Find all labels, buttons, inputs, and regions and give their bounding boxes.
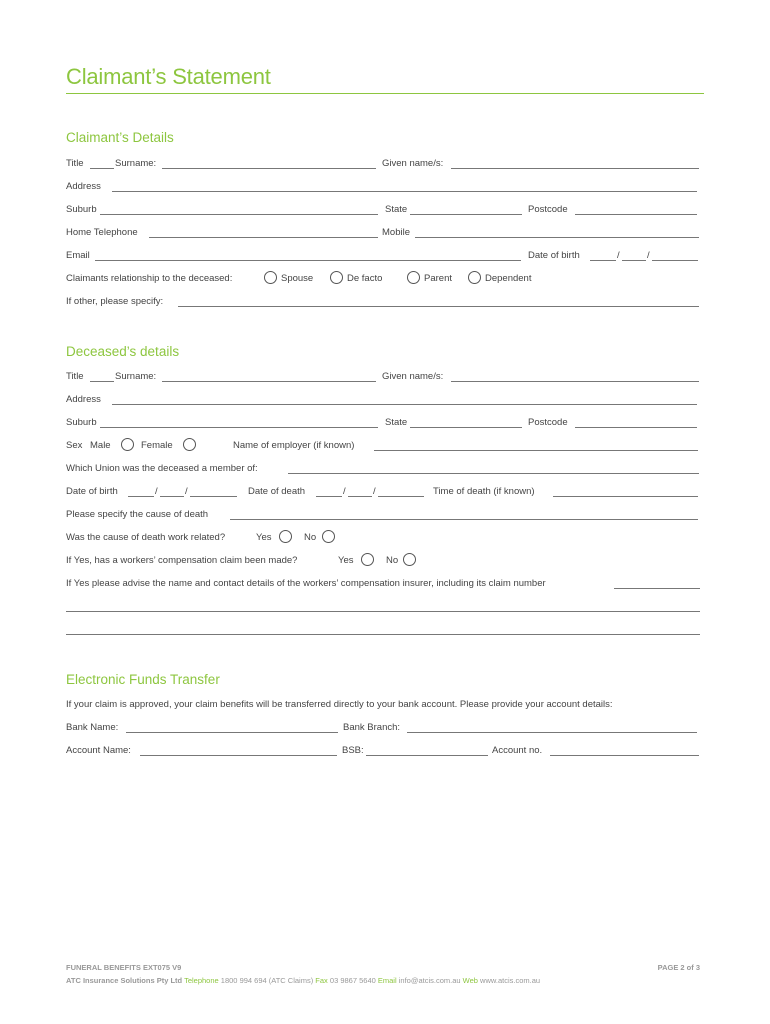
eft-bank-branch-field[interactable] (407, 732, 697, 733)
deceased-tod-field[interactable] (553, 496, 698, 497)
deceased-dod-day-field[interactable] (316, 496, 342, 497)
eft-bank-name-label: Bank Name: (66, 722, 119, 733)
work-related-yes-label: Yes (256, 532, 272, 543)
deceased-state-label: State (385, 417, 408, 428)
deceased-title-field[interactable] (90, 381, 114, 382)
footer-form-code: FUNERAL BENEFITS EXT075 V9 (66, 963, 182, 972)
comp-claim-yes-radio[interactable] (361, 553, 374, 566)
claimant-other-row (66, 295, 700, 309)
footer-email[interactable]: info@atcis.com.au (398, 976, 461, 985)
claimant-home-phone-label: Home Telephone (66, 227, 138, 238)
claimant-relationship-label: Claimants relationship to the deceased: (66, 273, 233, 284)
deceased-dob-month-field[interactable] (160, 496, 184, 497)
footer-top-row (66, 962, 700, 974)
eft-intro-row (66, 698, 700, 712)
relationship-parent-radio[interactable] (407, 271, 420, 284)
deceased-work-related-label: Was the cause of death work related? (66, 532, 226, 543)
claimant-dob-label: Date of birth (528, 250, 580, 261)
deceased-employer-label: Name of employer (if known) (233, 440, 355, 451)
deceased-given-label: Given name/s: (382, 371, 444, 382)
claimant-postcode-label: Postcode (528, 204, 568, 215)
deceased-postcode-field[interactable] (575, 427, 697, 428)
deceased-female-label: Female (141, 440, 173, 451)
deceased-state-field[interactable] (410, 427, 522, 428)
claimant-name-row (66, 157, 700, 171)
footer-telephone: 1800 994 694 (ATC Claims) (220, 976, 314, 985)
comp-claim-no-label: No (386, 555, 399, 566)
deceased-dod-year-field[interactable] (378, 496, 424, 497)
relationship-parent-label: Parent (424, 273, 452, 284)
deceased-dod-month-field[interactable] (348, 496, 372, 497)
footer-telephone-label: Telephone (184, 976, 219, 985)
footer-web-label: Web (462, 976, 478, 985)
comp-claim-yes-label: Yes (338, 555, 354, 566)
claimant-other-label: If other, please specify: (66, 296, 164, 307)
deceased-suburb-field[interactable] (100, 427, 378, 428)
eft-bsb-field[interactable] (366, 755, 488, 756)
claimant-title-field[interactable] (90, 168, 114, 169)
claimant-dob-year-field[interactable] (652, 260, 698, 261)
claimant-email-row: Email Date of birth / / (66, 249, 700, 263)
deceased-dob-label: Date of birth (66, 486, 118, 497)
claimant-title-label: Title (66, 158, 84, 169)
footer-fax: 03 9867 5640 (329, 976, 376, 985)
claimant-home-phone-field[interactable] (149, 237, 378, 238)
claimant-postcode-field[interactable] (575, 214, 697, 215)
deceased-address-field[interactable] (112, 404, 697, 405)
deceased-union-field[interactable] (288, 473, 699, 474)
deceased-dod-label: Date of death (248, 486, 306, 497)
eft-bank-branch-label: Bank Branch: (343, 722, 401, 733)
deceased-insurer-row (66, 577, 700, 591)
eft-bank-row (66, 721, 700, 735)
eft-account-name-field[interactable] (140, 755, 337, 756)
claimant-section-heading: Claimant’s Details (66, 130, 174, 145)
eft-intro-text: If your claim is approved, your claim benefits will be transferred directly to your bank account. Please provide your account details: (66, 699, 613, 710)
deceased-union-label: Which Union was the deceased a member of: (66, 463, 258, 474)
footer-contact-row (66, 975, 700, 987)
deceased-cause-label: Please specify the cause of death (66, 509, 209, 520)
deceased-surname-label: Surname: (115, 371, 157, 382)
eft-bank-name-field[interactable] (126, 732, 338, 733)
claimant-other-field[interactable] (178, 306, 699, 307)
claimant-dob-day-field[interactable] (590, 260, 616, 261)
deceased-union-row (66, 462, 700, 476)
relationship-defacto-radio[interactable] (330, 271, 343, 284)
deceased-given-field[interactable] (451, 381, 699, 382)
eft-bsb-label: BSB: (342, 745, 364, 756)
eft-section-heading: Electronic Funds Transfer (66, 672, 220, 687)
relationship-defacto-label: De facto (347, 273, 383, 284)
claimant-mobile-field[interactable] (415, 237, 699, 238)
insurer-extra-line-2[interactable] (66, 634, 700, 635)
relationship-spouse-label: Spouse (281, 273, 314, 284)
eft-account-name-label: Account Name: (66, 745, 131, 756)
relationship-dependent-label: Dependent (485, 273, 532, 284)
claimant-address-label: Address (66, 181, 101, 192)
work-related-yes-radio[interactable] (279, 530, 292, 543)
claimant-relationship-row (66, 272, 700, 286)
footer-email-label: Email (377, 976, 397, 985)
deceased-male-label: Male (90, 440, 111, 451)
footer-fax-label: Fax (315, 976, 328, 985)
claimant-state-field[interactable] (410, 214, 522, 215)
claimant-email-label: Email (66, 250, 90, 261)
deceased-cause-field[interactable] (230, 519, 698, 520)
deceased-employer-field[interactable] (374, 450, 698, 451)
deceased-title-label: Title (66, 371, 84, 382)
deceased-comp-claim-label: If Yes, has a workers’ compensation claim been made? (66, 555, 298, 566)
deceased-dob-year-field[interactable] (190, 496, 237, 497)
claimant-phone-row (66, 226, 700, 240)
deceased-cause-row (66, 508, 700, 522)
claimant-mobile-label: Mobile (382, 227, 410, 238)
insurer-extra-line-1[interactable] (66, 611, 700, 612)
deceased-insurer-field[interactable] (614, 588, 700, 589)
deceased-dob-day-field[interactable] (128, 496, 154, 497)
claimant-address-field[interactable] (112, 191, 697, 192)
page-title: Claimant’s Statement (66, 64, 271, 89)
deceased-insurer-label: If Yes please advise the name and contact details of the workers’ compensation insurer, including its claim number (66, 578, 546, 589)
deceased-suburb-label: Suburb (66, 417, 97, 428)
eft-account-no-field[interactable] (550, 755, 699, 756)
deceased-comp-claim-row (66, 554, 700, 568)
deceased-section-heading: Deceased’s details (66, 344, 180, 359)
claimant-address-row (66, 180, 700, 194)
claimant-surname-field[interactable] (162, 168, 376, 169)
eft-account-no-label: Account no. (492, 745, 543, 756)
claimant-surname-label: Surname: (115, 158, 157, 169)
work-related-no-label: No (304, 532, 317, 543)
deceased-work-related-row (66, 531, 700, 545)
deceased-address-label: Address (66, 394, 101, 405)
claimant-state-label: State (385, 204, 408, 215)
claimant-dob-month-field[interactable] (622, 260, 646, 261)
work-related-no-radio[interactable] (322, 530, 335, 543)
deceased-address-row (66, 393, 700, 407)
claimant-suburb-field[interactable] (100, 214, 378, 215)
deceased-postcode-label: Postcode (528, 417, 568, 428)
claimant-given-label: Given name/s: (382, 158, 444, 169)
deceased-dates-row: Date of birth / / Date of death / / Time of death (if known) (66, 485, 700, 499)
deceased-sex-row (66, 439, 700, 453)
sex-male-radio[interactable] (121, 438, 134, 451)
title-divider (66, 93, 704, 94)
footer-company: ATC Insurance Solutions Pty Ltd (66, 976, 183, 985)
claimant-suburb-row (66, 203, 700, 217)
claimant-suburb-label: Suburb (66, 204, 97, 215)
claimant-email-field[interactable] (95, 260, 521, 261)
deceased-sex-label: Sex (66, 440, 83, 451)
eft-account-row (66, 744, 700, 758)
footer-page-number: PAGE 2 of 3 (657, 963, 700, 972)
deceased-tod-label: Time of death (if known) (433, 486, 535, 497)
sex-female-radio[interactable] (183, 438, 196, 451)
claimant-given-field[interactable] (451, 168, 699, 169)
deceased-suburb-row (66, 416, 700, 430)
footer-web[interactable]: www.atcis.com.au (480, 976, 541, 985)
relationship-spouse-radio[interactable] (264, 271, 277, 284)
comp-claim-no-radio[interactable] (403, 553, 416, 566)
deceased-surname-field[interactable] (162, 381, 376, 382)
relationship-dependent-radio[interactable] (468, 271, 481, 284)
deceased-name-row (66, 370, 700, 384)
